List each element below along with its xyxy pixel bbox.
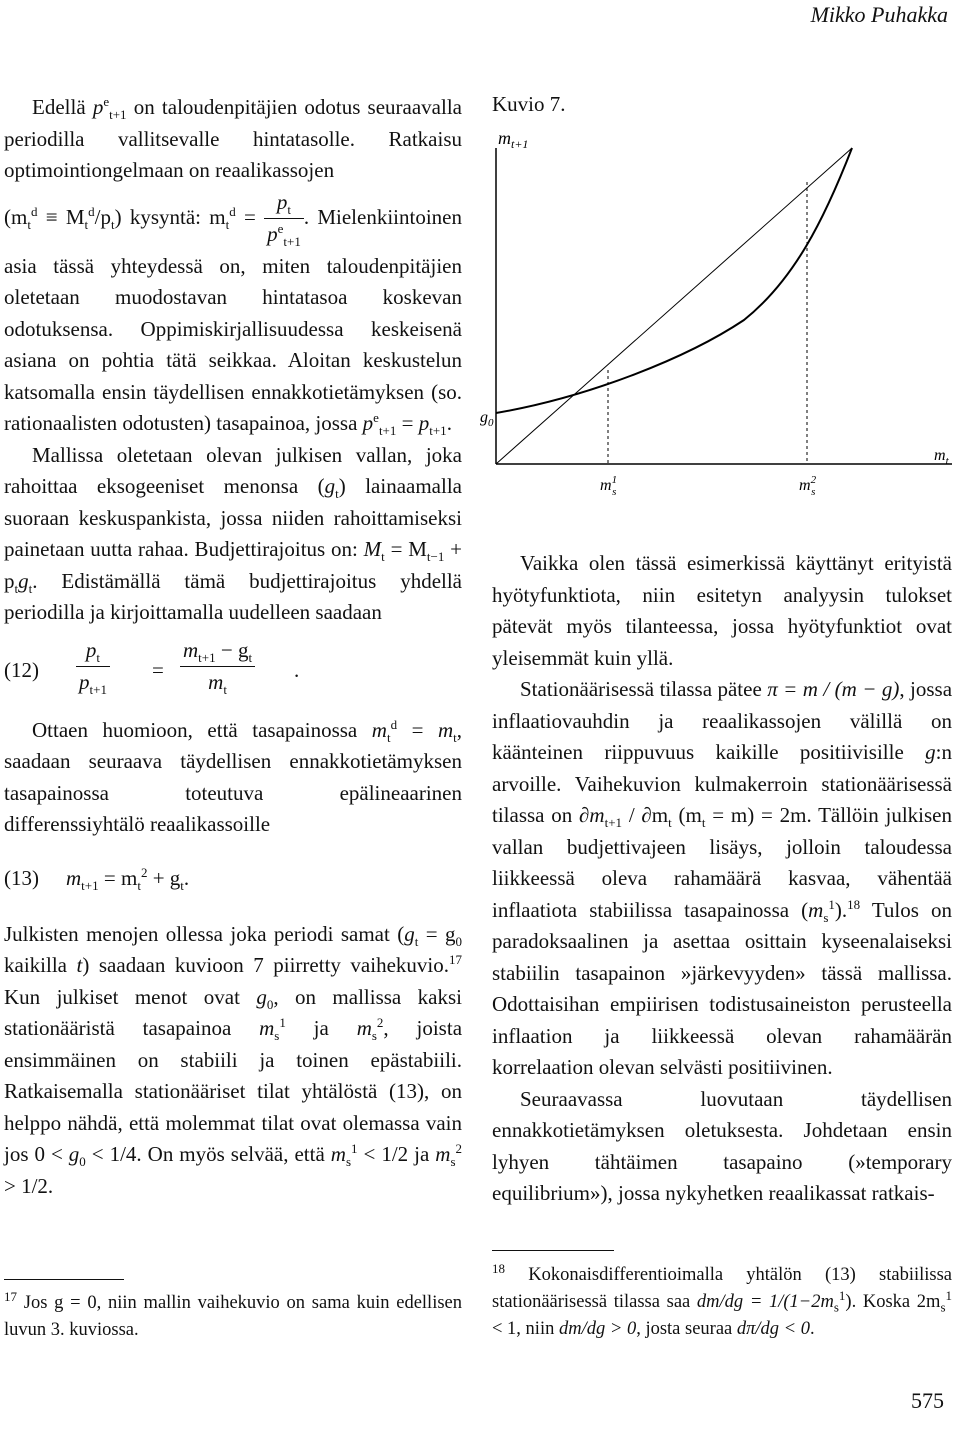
- footnote-rule-right: [492, 1250, 614, 1251]
- x-axis-label: $m_t$: [934, 447, 949, 467]
- demand-fraction: $\frac{p_t}{p^e_{t+1}}$: [264, 187, 304, 251]
- paragraph-stationary-inflation: Stationäärisessä tilassa pätee π = m / (m − g), jossa inflaatiovauhdin ja reaalikassojen välillä on käänteinen riippuvuus kaikille positiivisille g:n arvoille. Vaihekuvion kulmakerroin stationäärisessä tilassa on $\partial m_{t+1} / \partial m_t$ $(m_t = m) = 2m$. Tällöin julkisen vallan budjettivajeen lisäys, jolloin taloudessa liikkeessä oleva rahamäärä kasvaa, vähentää inflaatiota stabiilissa tasapainossa $(m_s^1).^{18}$ Tulos on paradoksaalinen ja asettaa osittain kyseenalaiseksi stabiilin tasapainon »järkevyyden» tässä mallissa. Odottaisihan empiirisen todistusaineiston perusteella inflaation ja liikkeessä olevan rahamäärän korrelaation olevan selvästi positiivinen.: [492, 677, 953, 1079]
- y-axis-label: $m_{t+1}$: [498, 128, 529, 151]
- footnote-17: $^{17}$ Jos g = 0, niin mallin vaihekuvio on sama kuin edellisen luvun 3. kuviossa.: [4, 1288, 462, 1340]
- equation-12: (12) $\frac{p_t}{p_{t+1}}$ = $\frac{m_{t+1} - g_t}{m_t}$ .: [4, 629, 462, 715]
- running-header-author: Mikko Puhakka: [810, 2, 948, 27]
- footnote-18: $^{18}$ Kokonaisdifferentioimalla yhtälön (13) stabiilissa stationäärisessä tilassa saa $dm/dg = 1/(1-2m_s^1)$. Koska $2m_s^1 < 1$, niin dm/dg > 0, josta seuraa dπ/dg < 0.: [492, 1260, 952, 1339]
- paragraph-stationary-states: Julkisten menojen ollessa joka periodi samat ($g_t = g_0$ kaikilla t) saadaan kuvioon 7 piirretty vaihekuvio.$^{17}$ Kun julkiset menot ovat $g_0$, on mallissa kaksi stationääristä tasapainoa $m_s^1$ ja $m_s^2$, joista ensimmäinen on stabiili ja toinen epästabiili. Ratkaisemalla stationääriset tilat yhtälöstä (13), on helppo nähdä, että molemmat tilat ovat olemassa vain jos $0 < g_0 < 1/4$. On myös selvää, että $m_s^1 < 1/2$ ja $m_s^2 > 1/2$.: [4, 921, 463, 1198]
- g0-label: $g_0$: [480, 409, 494, 429]
- paragraph-difference-equation: Ottaen huomioon, että tasapainossa $m_t^d = m_t$, saadaan seuraava täydellisen ennakkotietämyksen tasapainossa toteutuva epälineaarinen differenssiyhtälö reaalikassoille: [4, 716, 462, 836]
- right-column: [492, 548, 952, 1210]
- paragraph-expectation: Edellä $p^e_{t+1}$ on taloudenpitäjien odotus seuraavalla periodilla vallitsevalle hintatasolle. Ratkaisu optimointiongelmaan on reaalikassojen: [4, 94, 462, 182]
- ms1-label: $m^1$ s: [600, 474, 618, 498]
- 45-degree-line: [496, 148, 852, 464]
- paragraph-generality: Vaikka olen tässä esimerkissä käyttänyt erityistä hyötyfunktiota, niin esitetyn analyysin tulokset pätevät myös tilanteessa, jossa hyötyfunktiot ovat yleisemmät kuin yllä.: [492, 551, 952, 670]
- equation-13: (13) $m_{t+1} = m_t^2 + g_t$.: [4, 864, 190, 893]
- left-column: [4, 92, 462, 1202]
- footnote-rule-left: [4, 1279, 124, 1280]
- paragraph-demand: $(m_t^d \equiv M_t^d/p_t)$ kysyntä: $m_t^d$ = $\frac{p_t}{p^e_{t+1}}$ . Mielenkiintoinen asia tässä yhteydessä on, miten taloudenpitäjien oletetaan muodostavan hintatasoa koskevan odotuksensa. Oppimiskirjallisuudessa keskeisenä asiana on pohtia tätä seikkaa. Aloitan keskustelun katsomalla ensin täydellisen ennakkotietämyksen (so. rationaalisten odotusten) tasapainoa, jossa $p^e_{t+1} = p_{t+1}$.: [4, 187, 462, 440]
- paragraph-government: Mallissa oletetaan olevan julkisen vallan, joka rahoittaa eksogeeniset menonsa $(g_t)$ lainaamalla suoraan keskuspankista, jossa niiden rahoittamiseksi painetaan uutta rahaa. Budjettirajoitus on: $M_t = M_{t-1} + p_tg_t$. Edistämällä tämä budjettirajoitus yhdellä periodilla ja kirjoittamalla uudelleen saadaan: [4, 442, 463, 624]
- paragraph-temporary-equilibrium: Seuraavassa luovutaan täydellisen ennakkotietämyksen oletuksesta. Johdetaan ensin lyhyen tähtäimen tasapaino (»temporary equilibrium»), jossa nykyhetken reaalikassat ratkais-: [492, 1086, 952, 1205]
- phase-curve: [496, 148, 852, 413]
- page-number: 575: [911, 1388, 944, 1413]
- ms2-label: $m^2$ s: [799, 474, 817, 498]
- phase-diagram: [480, 128, 960, 510]
- figure-caption: Kuvio 7.: [492, 92, 566, 116]
